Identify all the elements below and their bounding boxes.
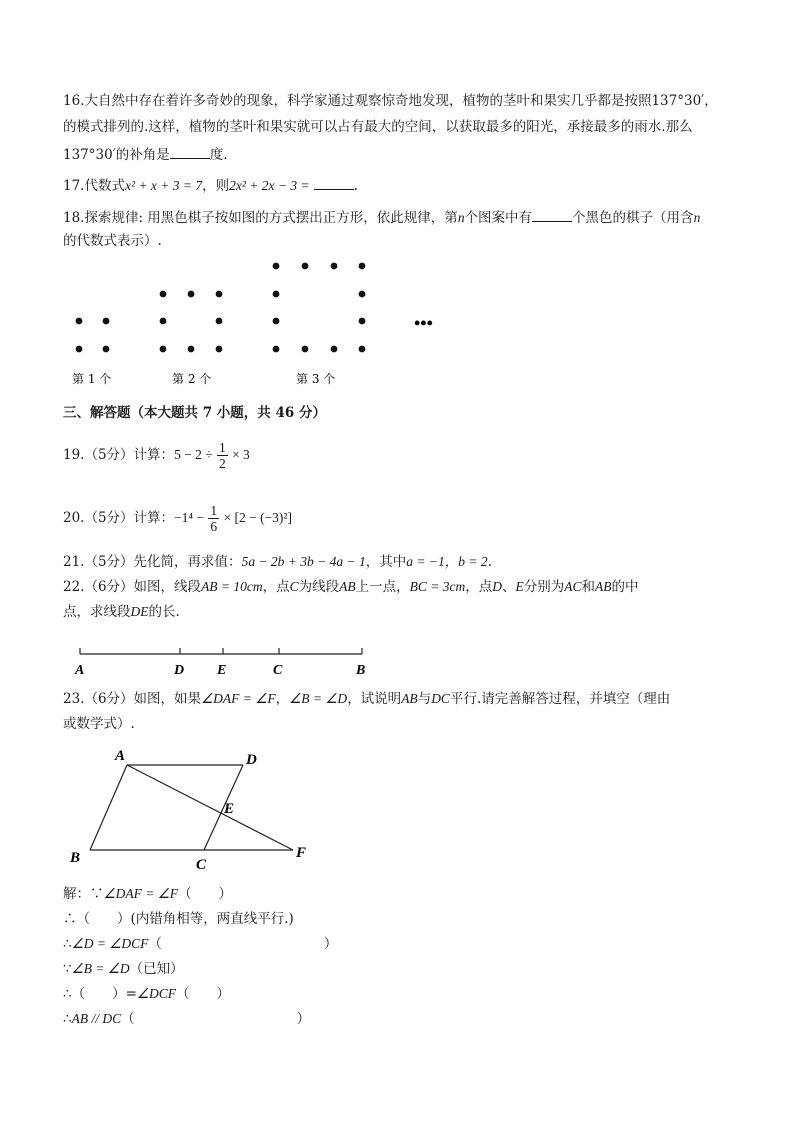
q21-cond: a = −1，b = 2 bbox=[406, 554, 488, 569]
sol3-reason-blank[interactable]: （ ） bbox=[148, 936, 338, 952]
sol1-reason-blank[interactable]: （ ） bbox=[178, 886, 233, 902]
chess-dot bbox=[188, 346, 195, 353]
q22-line1 bbox=[63, 578, 639, 596]
pattern-2 bbox=[160, 291, 223, 353]
sol6-reason-blank[interactable]: （ ） bbox=[121, 1011, 311, 1027]
pattern-label-1: 第 1 个 bbox=[72, 372, 112, 386]
chess-dot bbox=[160, 346, 167, 353]
pattern-ellipsis: ••• bbox=[414, 313, 433, 333]
q20-expr-b: × [2 − (−3)²] bbox=[223, 510, 292, 525]
q19-prefix: 19.（5分）计算： bbox=[63, 447, 175, 463]
q23-ab: AB bbox=[401, 691, 418, 706]
sol6-b: AB // DC bbox=[71, 1011, 122, 1026]
chess-dot bbox=[160, 291, 167, 298]
q23-t3: 平行.请完善解答过程，并填空（理由 bbox=[449, 691, 671, 707]
chess-dot bbox=[188, 291, 195, 298]
q19-fraction bbox=[217, 440, 228, 471]
q19-numerator: 1 bbox=[219, 440, 226, 455]
point-label-b: B bbox=[356, 663, 366, 678]
q20-numerator: 1 bbox=[210, 503, 218, 518]
q16-answer-blank[interactable] bbox=[170, 144, 210, 159]
q23-line2: 或数学式）. bbox=[63, 716, 135, 732]
q22-e: E bbox=[515, 579, 524, 594]
q17-answer-blank[interactable] bbox=[314, 175, 354, 190]
q22-ab: AB = 10cm bbox=[201, 579, 263, 594]
q16-line1: 16.大自然中存在着许多奇妙的现象，科学家通过观察惊奇地发现，植物的茎叶和果实几乎都是按照137°30′， bbox=[63, 93, 718, 109]
point-label-d: D bbox=[174, 663, 185, 678]
chess-dot bbox=[103, 346, 110, 353]
pattern-label-2: 第 2 个 bbox=[172, 372, 212, 386]
point-label-f: F bbox=[296, 845, 307, 861]
q23-line1 bbox=[63, 690, 670, 708]
q22-t1: 22.（6分）如图，线段 bbox=[63, 579, 202, 595]
pattern-3 bbox=[273, 263, 366, 353]
point-label-c: C bbox=[196, 857, 207, 873]
point-label-a: A bbox=[115, 748, 126, 764]
solution-line-3 bbox=[63, 935, 337, 953]
q22-t5: ，点 bbox=[465, 579, 493, 595]
q18-chess-pattern-figure bbox=[0, 255, 794, 390]
q22-t7: 的中 bbox=[611, 579, 639, 595]
solution-line-5 bbox=[63, 985, 230, 1003]
solution-line-4 bbox=[63, 960, 184, 978]
sol1-b: ∠DAF = ∠F bbox=[103, 886, 179, 901]
q18-answer-blank[interactable] bbox=[532, 207, 572, 222]
q17-end: . bbox=[353, 178, 358, 194]
q17-line bbox=[63, 175, 358, 195]
q16-line2: 的模式排列的.这样，植物的茎叶和果实就可以占有最大的空间，以获取最多的阳光，承接最多的雨水.那么 bbox=[63, 119, 693, 135]
point-label-e: E bbox=[217, 663, 227, 678]
chess-dot bbox=[160, 318, 167, 325]
q19-expr-b: × 3 bbox=[232, 447, 250, 462]
q22-ab3: AB bbox=[595, 579, 612, 594]
q19-line bbox=[63, 440, 250, 471]
q22-ab2: AB bbox=[339, 579, 356, 594]
q17-expr1: x² + x + 3 = 7 bbox=[124, 178, 203, 193]
q18-line2: 的代数式表示）. bbox=[63, 233, 162, 249]
q17-prefix: 17.代数式 bbox=[63, 178, 125, 194]
q20-denominator: 6 bbox=[210, 519, 218, 534]
sol3-a: ∴ bbox=[63, 936, 72, 952]
q18-n: n bbox=[457, 210, 465, 225]
q22-t4: 上一点， bbox=[355, 579, 410, 595]
q22-bc: BC = 3cm bbox=[409, 579, 466, 594]
q21-prefix: 21.（5分）先化简，再求值： bbox=[63, 554, 242, 570]
q20-expr-a: −1⁴ − bbox=[174, 510, 205, 525]
point-label-d: D bbox=[246, 752, 257, 768]
chess-dot bbox=[76, 318, 83, 325]
q22-t2: ，点 bbox=[262, 579, 290, 595]
chess-dot bbox=[216, 291, 223, 298]
sol5-a[interactable]: ∴（ ）= bbox=[63, 986, 137, 1002]
q22-line2 bbox=[63, 603, 180, 621]
q22-segment-figure bbox=[0, 640, 794, 680]
q23-comma: ， bbox=[275, 691, 290, 707]
q16-line3 bbox=[63, 144, 228, 164]
q22-t3: 为线段 bbox=[298, 579, 340, 595]
q20-fraction bbox=[208, 503, 219, 534]
q23-with: 与 bbox=[417, 691, 432, 707]
solution-line-2: ∴（ ）(内错角相等，两直线平行.) bbox=[63, 911, 294, 927]
q16-unit: 度. bbox=[209, 147, 228, 163]
sol5-reason-blank[interactable]: （ ） bbox=[176, 986, 231, 1002]
q23-dc: DC bbox=[431, 691, 450, 706]
q23-cond2: ∠B = ∠D bbox=[289, 691, 348, 706]
chess-dot bbox=[359, 263, 366, 270]
chess-dot bbox=[103, 318, 110, 325]
chess-dot bbox=[359, 291, 366, 298]
q18-text-c: 个黑色的棋子（用含 bbox=[572, 210, 694, 226]
q17-expr2: 2x² + 2x − 3 = bbox=[229, 178, 310, 193]
q19-denominator: 2 bbox=[219, 456, 226, 471]
sol4-c: （已知） bbox=[129, 961, 184, 977]
q18-n-2: n bbox=[693, 210, 701, 225]
q20-line bbox=[63, 503, 292, 534]
sol5-b: ∠DCF bbox=[136, 986, 177, 1001]
q23-t1: 23.（6分）如图，如果 bbox=[63, 691, 202, 707]
section-3-title: 三、解答题（本大题共 7 小题，共 46 分） bbox=[63, 405, 326, 421]
sol4-a: ∵ bbox=[63, 961, 72, 977]
chess-dot bbox=[216, 318, 223, 325]
q22-d: D bbox=[492, 579, 503, 594]
point-label-b: B bbox=[70, 850, 81, 866]
point-label-a: A bbox=[75, 663, 85, 678]
chess-dot bbox=[331, 263, 338, 270]
q22-sep: 、 bbox=[502, 579, 516, 595]
sol4-b: ∠B = ∠D bbox=[71, 961, 130, 976]
chess-dot bbox=[216, 346, 223, 353]
chess-dot bbox=[76, 346, 83, 353]
q22-t8: 点，求线段 bbox=[63, 604, 131, 620]
q22-de: DE bbox=[130, 604, 149, 619]
q23-t2: ，试说明 bbox=[347, 691, 402, 707]
chess-dot bbox=[273, 346, 280, 353]
q23-cond1: ∠DAF = ∠F bbox=[201, 691, 276, 706]
q18-text-a: 18.探索规律: 用黑色棋子按如图的方式摆出正方形，依此规律，第 bbox=[63, 210, 458, 226]
chess-dot bbox=[273, 291, 280, 298]
q22-t9: 的长. bbox=[148, 604, 180, 620]
sol6-a: ∴ bbox=[63, 1011, 72, 1027]
q21-line bbox=[63, 553, 492, 571]
q21-expr: 5a − 2b + 3b − 4a − 1 bbox=[241, 554, 366, 569]
chess-dot bbox=[302, 263, 309, 270]
q18-text-b: 个图案中有 bbox=[464, 210, 533, 226]
q23-geometry-figure bbox=[0, 740, 794, 875]
q21-end: . bbox=[487, 554, 492, 570]
solution-line-6 bbox=[63, 1010, 310, 1028]
chess-dot bbox=[302, 346, 309, 353]
q17-mid: ，则 bbox=[202, 178, 230, 194]
q22-and: 和 bbox=[581, 579, 596, 595]
q21-mid: ，其中 bbox=[365, 554, 407, 570]
chess-dot bbox=[331, 346, 338, 353]
q20-prefix: 20.（5分）计算： bbox=[63, 510, 175, 526]
point-label-c: C bbox=[273, 663, 283, 678]
chess-dot bbox=[359, 318, 366, 325]
pattern-label-3: 第 3 个 bbox=[296, 372, 336, 386]
chess-dot bbox=[273, 263, 280, 270]
sol3-b: ∠D = ∠DCF bbox=[71, 936, 149, 951]
pattern-1 bbox=[76, 318, 110, 353]
chess-dot bbox=[359, 346, 366, 353]
sol1-a: 解：∵ bbox=[63, 886, 104, 902]
point-label-e: E bbox=[224, 801, 235, 817]
chess-dot bbox=[273, 318, 280, 325]
q22-ac: AC bbox=[564, 579, 582, 594]
q18-line1 bbox=[63, 207, 700, 227]
solution-line-1 bbox=[63, 885, 232, 903]
line-ab bbox=[90, 765, 127, 850]
q22-c: C bbox=[289, 579, 299, 594]
q16-angle-text: 137°30′的补角是 bbox=[63, 147, 170, 163]
q22-t6: 分别为 bbox=[523, 579, 565, 595]
q19-expr-a: 5 − 2 ÷ bbox=[174, 447, 213, 462]
